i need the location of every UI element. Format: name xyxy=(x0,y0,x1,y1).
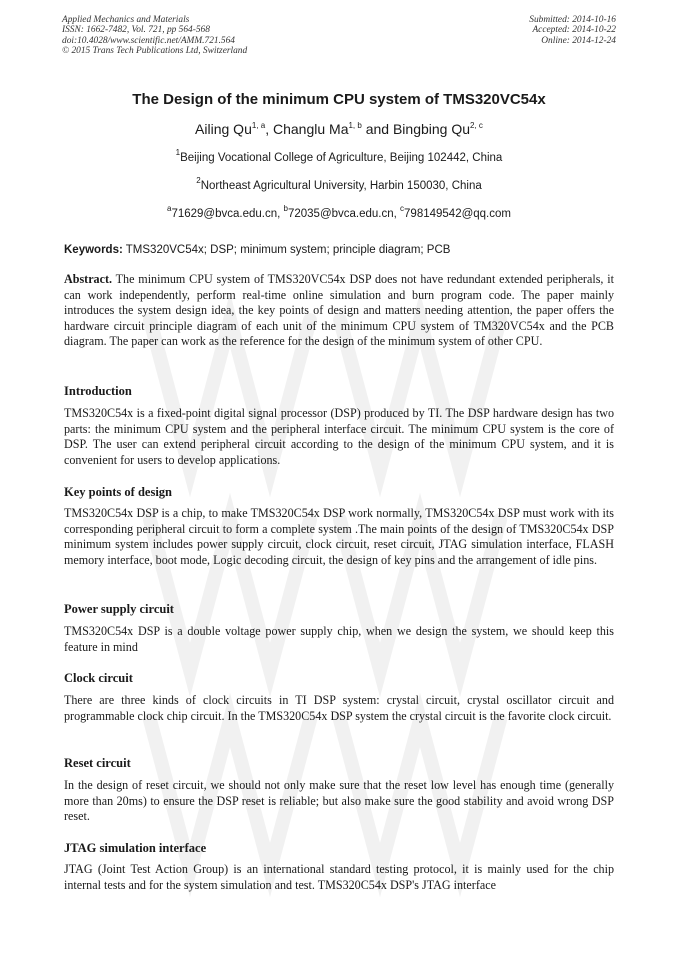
body-line: clock circuit. xyxy=(548,708,612,723)
section-heading-key-points: Key points of design xyxy=(64,485,173,499)
section-heading-reset: Reset circuit xyxy=(64,756,131,770)
author-separator: and xyxy=(361,121,393,137)
journal-info xyxy=(62,15,247,57)
abstract xyxy=(64,272,614,350)
section-heading-jtag: JTAG simulation interface xyxy=(64,841,207,855)
body-line: and avoid wrong DSP reset. xyxy=(64,793,614,824)
abstract-line: the minimum system of other CPU. xyxy=(370,334,543,349)
author-superscript: 2, c xyxy=(470,121,483,130)
author-superscript: 1, a xyxy=(251,121,266,130)
journal-name: Applied Mechanics and Materials xyxy=(62,15,190,25)
affiliation-1 xyxy=(0,148,678,164)
body-line: JTAG (Joint Test Action Group) is an international standard testing protocol, it is mainly used for the xyxy=(64,862,588,876)
keywords xyxy=(64,244,450,256)
author-separator: , xyxy=(265,121,273,137)
affiliation-superscript: 2 xyxy=(196,176,201,185)
body-line: design of TMS320C54x DSP minimum system includes power supply circuit, clock circuit, reset xyxy=(64,521,614,552)
date-accepted: Accepted: 2014-10-22 xyxy=(532,25,616,36)
section-body-power-supply xyxy=(64,624,614,655)
author-list xyxy=(0,121,678,137)
email-superscript: a xyxy=(167,204,172,213)
section-body-key-points xyxy=(64,506,614,568)
section-heading-power-supply: Power supply circuit xyxy=(64,602,174,616)
abstract-line: system of TM320VC54x and the PCB diagram. The paper can work as the reference for the design of xyxy=(64,318,614,349)
section-body-jtag xyxy=(64,862,614,893)
author-name: Bingbing Qu xyxy=(392,121,471,137)
body-line: TMS320C54x is a fixed-point digital signal processor (DSP) produced by TI. The DSP hardware xyxy=(64,406,538,420)
body-line: chip internal tests and for the system simulation and test. TMS320C54x DSP's JTAG interface xyxy=(64,862,615,892)
abstract-line: attention, the paper offers the hardware circuit principle diagram of each unit of the minimum CPU xyxy=(64,303,614,333)
abstract-line: The paper mainly introduces the system design idea, the key points of design and matters needing xyxy=(64,287,614,318)
journal-copyright: © 2015 Trans Tech Publications Ltd, Switzerland xyxy=(62,46,248,57)
email-superscript: c xyxy=(400,204,405,213)
section-heading-introduction: Introduction xyxy=(64,384,132,398)
body-line: design of key pins and the arrangement of idle pins. xyxy=(346,552,597,567)
paper-title: The Design of the minimum CPU system of TMS320VC54x xyxy=(132,91,546,108)
journal-issn: ISSN: 1662-7482, Vol. 721, pp 564-568 xyxy=(62,25,210,36)
affiliation-2 xyxy=(0,176,678,192)
email-address[interactable]: 798149542@qq.com xyxy=(404,208,511,220)
body-line: There are three kinds of clock circuits in TI DSP system: crystal circuit, crystal oscillator circuit and xyxy=(64,693,614,707)
affiliation-superscript: 1 xyxy=(175,148,181,157)
body-line: design has two parts: the minimum CPU system and the peripheral interface circuit. The minimum xyxy=(64,406,614,436)
body-line: programmable clock chip circuit. In the TMS320C54x DSP system the crystal circuit is the favorite xyxy=(64,708,546,723)
keywords-text: TMS320VC54x; DSP; minimum system; principle diagram; PCB xyxy=(122,244,451,256)
publication-dates xyxy=(529,15,616,46)
section-body-introduction xyxy=(64,406,614,468)
body-line: keep this feature in mind xyxy=(64,624,614,654)
author-name: Ailing Qu xyxy=(195,121,252,137)
body-line: In the design of reset circuit, we should not only make sure that the reset low level has enough time xyxy=(64,778,562,792)
body-line: circuit, JTAG simulation interface, FLASH memory interface, boot mode, Logic decoding circuit, the xyxy=(64,537,614,567)
body-line: work with its corresponding peripheral circuit to form a complete system .The main points of the xyxy=(64,506,614,536)
body-line: TMS320C54x DSP is a double voltage power supply chip, when we design the system, we should xyxy=(64,624,565,638)
section-heading-clock: Clock circuit xyxy=(64,671,133,685)
email-superscript: b xyxy=(283,204,288,213)
author-superscript: 1, b xyxy=(348,121,362,130)
date-submitted: Submitted: 2014-10-16 xyxy=(529,15,616,25)
abstract-line: The minimum CPU system of TMS320VC54x DSP does not have redundant extended xyxy=(112,272,543,286)
abstract-line: peripherals, it can work independently, perform real-time online simulation and burn program code. xyxy=(64,272,614,302)
email-address[interactable]: 71629@bvca.edu.cn, xyxy=(171,208,284,220)
date-online: Online: 2014-12-24 xyxy=(541,35,616,46)
author-emails xyxy=(0,204,678,220)
section-body-reset xyxy=(64,778,614,825)
journal-doi[interactable]: doi:10.4028/www.scientific.net/AMM.721.564 xyxy=(62,35,235,46)
body-line: CPU system is the core of DSP. The user can extend peripheral circuit according to the design of the xyxy=(64,421,614,452)
affiliation-text: Beijing Vocational College of Agriculture, Beijing 102442, China xyxy=(180,152,503,164)
body-line: (generally more than 20ms) to ensure the DSP reset is reliable; but also make sure the good stability xyxy=(64,778,614,808)
section-body-clock xyxy=(64,693,614,724)
body-line: TMS320C54x DSP is a chip, to make TMS320C54x DSP work normally, TMS320C54x DSP must xyxy=(64,506,547,520)
affiliation-text: Northeast Agricultural University, Harbin 150030, China xyxy=(200,180,482,192)
keywords-label: Keywords: xyxy=(64,244,123,256)
author-name: Changlu Ma xyxy=(272,121,349,137)
abstract-label: Abstract. xyxy=(64,272,113,286)
email-address[interactable]: 72035@bvca.edu.cn, xyxy=(287,208,401,220)
body-line: minimum CPU system, and it is convenient for users to develop applications. xyxy=(64,437,614,467)
